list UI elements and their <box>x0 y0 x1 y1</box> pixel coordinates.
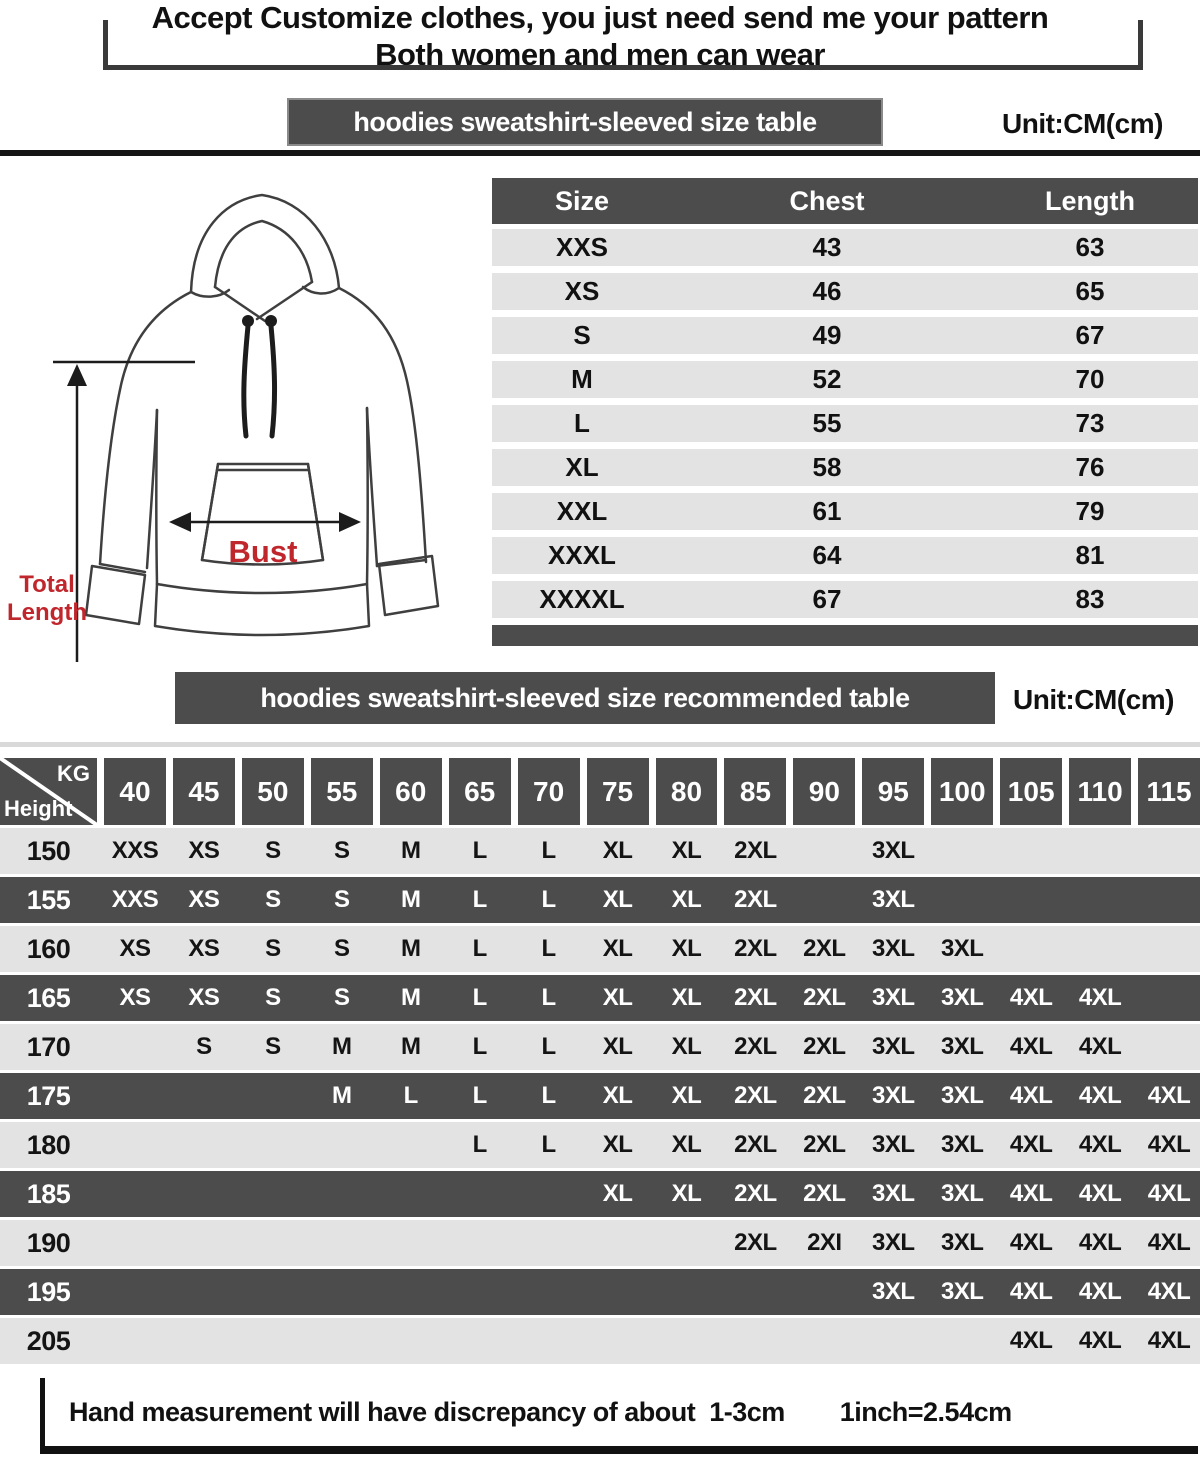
footer-note-box <box>40 1378 1198 1454</box>
matrix-height-cell: 160 <box>26 933 71 964</box>
size-table-cell: 83 <box>1075 584 1105 614</box>
matrix-size-cell: 4XL <box>1147 1327 1191 1354</box>
matrix-size-cell: 4XL <box>1147 1278 1191 1305</box>
matrix-weight-header: 65 <box>449 758 511 825</box>
matrix-size-cell: M <box>332 1082 352 1109</box>
matrix-size-cell: S <box>196 1033 212 1060</box>
matrix-size-cell: S <box>334 984 350 1011</box>
size-table-cell: XXXXL <box>539 584 625 614</box>
matrix-size-cell: XS <box>188 935 220 962</box>
matrix-weight-header: 45 <box>173 758 235 825</box>
size-table-row <box>492 581 1198 618</box>
matrix-size-cell: 3XL <box>872 837 915 864</box>
matrix-size-cell: XL <box>602 886 633 913</box>
matrix-size-cell: 3XL <box>872 1033 915 1060</box>
recommended-table-unit-label: Unit:CM(cm) <box>1013 684 1174 715</box>
matrix-height-cell: 180 <box>26 1129 71 1160</box>
matrix-size-cell: 4XL <box>1147 1180 1191 1207</box>
matrix-weight-header: 115 <box>1138 758 1200 825</box>
hoodie-measurement-diagram <box>5 168 487 662</box>
matrix-size-cell: M <box>400 1033 421 1060</box>
matrix-size-cell: 4XL <box>1009 1033 1053 1060</box>
matrix-size-cell: L <box>472 1033 487 1060</box>
size-table-cell: 61 <box>812 496 842 526</box>
size-table-cell: 63 <box>1075 232 1105 262</box>
matrix-height-cell: 185 <box>26 1178 71 1209</box>
size-table-header <box>492 178 1198 224</box>
matrix-size-cell: 3XL <box>872 1180 915 1207</box>
matrix-size-cell: 4XL <box>1009 1327 1053 1354</box>
matrix-size-cell: M <box>400 837 421 864</box>
matrix-size-cell: 2XL <box>734 1033 777 1060</box>
matrix-size-cell: 3XL <box>872 1229 915 1256</box>
matrix-size-cell: 2XL <box>803 1082 846 1109</box>
size-table-cell: 79 <box>1075 496 1105 526</box>
matrix-size-cell: L <box>541 1131 556 1158</box>
matrix-size-cell: 2XL <box>803 1180 846 1207</box>
matrix-size-cell: 4XL <box>1078 984 1122 1011</box>
matrix-row <box>0 877 1200 923</box>
size-table-footer-bar <box>492 625 1198 646</box>
size-table-row <box>492 229 1198 266</box>
chest-col-header: Chest <box>789 185 865 216</box>
matrix-weight-header: 85 <box>724 758 786 825</box>
matrix-size-cell: 2XL <box>734 1180 777 1207</box>
divider-rule-light <box>0 742 1200 747</box>
matrix-weight-header: 75 <box>587 758 649 825</box>
inch-conversion-note: 1inch=2.54cm <box>839 1396 1012 1427</box>
matrix-size-cell: 3XL <box>940 935 984 962</box>
matrix-size-cell: L <box>472 837 487 864</box>
size-table-cell: 46 <box>812 276 842 306</box>
matrix-size-cell: 4XL <box>1147 1131 1191 1158</box>
size-table-unit-label: Unit:CM(cm) <box>1002 108 1163 139</box>
matrix-size-cell: XS <box>119 984 151 1011</box>
matrix-weight-header: 105 <box>1000 758 1062 825</box>
matrix-row <box>0 1171 1200 1217</box>
matrix-size-cell: L <box>541 1033 556 1060</box>
matrix-size-cell: 2XL <box>734 1229 777 1256</box>
matrix-corner-cell <box>0 758 97 825</box>
matrix-size-cell: XS <box>119 935 151 962</box>
matrix-weight-header: 90 <box>793 758 855 825</box>
total-length-label-line2: Length <box>7 599 87 626</box>
size-table-cell: L <box>574 408 590 438</box>
matrix-row <box>0 1024 1200 1070</box>
size-table-cell: 52 <box>812 364 842 394</box>
matrix-size-cell: XL <box>671 1082 702 1109</box>
matrix-row <box>0 1220 1200 1266</box>
matrix-size-cell: XL <box>671 1033 702 1060</box>
size-table-cell: XS <box>564 276 600 306</box>
size-table-cell: 70 <box>1075 364 1105 394</box>
matrix-size-cell: L <box>403 1082 418 1109</box>
matrix-size-cell: 3XL <box>940 984 984 1011</box>
matrix-size-cell: 4XL <box>1009 1180 1053 1207</box>
matrix-size-cell: 4XL <box>1078 1180 1122 1207</box>
matrix-size-cell: XL <box>602 1033 633 1060</box>
matrix-size-cell: XL <box>602 837 633 864</box>
matrix-row <box>0 828 1200 874</box>
matrix-size-cell: L <box>541 984 556 1011</box>
matrix-size-cell: 3XL <box>940 1229 984 1256</box>
matrix-size-cell: 2XI <box>807 1229 842 1256</box>
size-table-cell: 81 <box>1075 540 1105 570</box>
size-table-cell: XXS <box>555 232 609 262</box>
matrix-weight-header: 100 <box>931 758 993 825</box>
matrix-size-cell: 3XL <box>872 1131 915 1158</box>
size-table-row <box>492 449 1198 486</box>
matrix-size-cell: XL <box>671 935 702 962</box>
matrix-height-cell: 150 <box>26 835 71 866</box>
size-table-row <box>492 405 1198 442</box>
matrix-row <box>0 975 1200 1021</box>
matrix-size-cell: L <box>541 935 556 962</box>
matrix-size-cell: 2XL <box>734 886 777 913</box>
matrix-weight-header: 40 <box>104 758 166 825</box>
matrix-size-cell: 3XL <box>940 1131 984 1158</box>
matrix-weight-header: 70 <box>518 758 580 825</box>
matrix-height-cell: 165 <box>26 982 71 1013</box>
matrix-size-cell: S <box>265 935 281 962</box>
matrix-size-cell: L <box>541 886 556 913</box>
size-table-cell: 73 <box>1075 408 1105 438</box>
matrix-row <box>0 1122 1200 1168</box>
matrix-size-cell: 2XL <box>734 935 777 962</box>
matrix-size-cell: L <box>472 1131 487 1158</box>
matrix-size-cell: L <box>541 837 556 864</box>
matrix-size-cell: XL <box>671 837 702 864</box>
matrix-size-cell: XL <box>602 984 633 1011</box>
matrix-size-cell: S <box>334 886 350 913</box>
matrix-size-cell: 4XL <box>1009 1131 1053 1158</box>
matrix-size-cell: 3XL <box>872 1278 915 1305</box>
matrix-weight-header: 80 <box>656 758 718 825</box>
matrix-size-cell: 3XL <box>940 1278 984 1305</box>
matrix-size-cell: 4XL <box>1147 1229 1191 1256</box>
size-table-cell: XL <box>565 452 599 482</box>
matrix-size-cell: 2XL <box>803 1033 846 1060</box>
size-table-cell: S <box>573 320 591 350</box>
matrix-size-cell: XXS <box>111 886 159 913</box>
matrix-row <box>0 1073 1200 1119</box>
matrix-weight-header: 50 <box>242 758 304 825</box>
total-length-label-line1: Total <box>19 571 75 598</box>
matrix-height-cell: 190 <box>26 1227 71 1258</box>
matrix-size-cell: 3XL <box>872 984 915 1011</box>
size-table-row <box>492 317 1198 354</box>
matrix-size-cell: XS <box>188 837 220 864</box>
matrix-size-cell: 4XL <box>1009 1278 1053 1305</box>
matrix-row <box>0 1318 1200 1364</box>
matrix-size-cell: L <box>472 984 487 1011</box>
matrix-size-cell: 4XL <box>1078 1229 1122 1256</box>
size-table-cell: 67 <box>812 584 842 614</box>
size-table-cell: 65 <box>1075 276 1105 306</box>
matrix-size-cell: S <box>334 837 350 864</box>
matrix-row <box>0 1269 1200 1315</box>
matrix-size-cell: 4XL <box>1078 1327 1122 1354</box>
matrix-height-cell: 205 <box>26 1325 71 1356</box>
size-table-cell: XXL <box>556 496 608 526</box>
matrix-size-cell: XXS <box>111 837 159 864</box>
matrix-size-cell: 2XL <box>803 984 846 1011</box>
matrix-size-cell: S <box>265 984 281 1011</box>
matrix-size-cell: 2XL <box>803 935 846 962</box>
matrix-size-cell: L <box>472 1082 487 1109</box>
size-table-cell: M <box>571 364 593 394</box>
matrix-size-cell: M <box>400 886 421 913</box>
matrix-size-cell: S <box>265 1033 281 1060</box>
size-table-cell: 64 <box>812 540 842 570</box>
matrix-size-cell: 4XL <box>1147 1082 1191 1109</box>
matrix-size-cell: XS <box>188 886 220 913</box>
matrix-height-cell: 175 <box>26 1080 71 1111</box>
customize-note-bracket <box>103 20 1143 70</box>
matrix-size-cell: XL <box>671 886 702 913</box>
matrix-size-cell: L <box>472 935 487 962</box>
customize-note-line2: Both women and men can wear <box>375 37 825 72</box>
size-table-row <box>492 537 1198 574</box>
matrix-size-cell: 4XL <box>1078 1033 1122 1060</box>
matrix-size-cell: 4XL <box>1078 1082 1122 1109</box>
size-table-row <box>492 361 1198 398</box>
matrix-size-cell: 4XL <box>1009 1082 1053 1109</box>
size-table-rows <box>492 229 1198 618</box>
size-table-banner: hoodies sweatshirt-sleeved size table <box>287 98 883 146</box>
matrix-size-cell: 3XL <box>872 935 915 962</box>
matrix-size-cell: 2XL <box>734 1131 777 1158</box>
matrix-size-cell: XL <box>671 1180 702 1207</box>
measurement-discrepancy-note: Hand measurement will have discrepancy of about 1-3cm <box>69 1396 785 1427</box>
matrix-size-cell: 2XL <box>734 1082 777 1109</box>
divider-rule <box>0 150 1200 156</box>
matrix-header-row <box>0 758 1200 825</box>
matrix-row <box>0 926 1200 972</box>
bust-label: Bust <box>228 534 298 569</box>
matrix-size-cell: 2XL <box>803 1131 846 1158</box>
matrix-size-cell: S <box>265 837 281 864</box>
matrix-size-cell: 3XL <box>872 886 915 913</box>
matrix-size-cell: XL <box>671 1131 702 1158</box>
size-table <box>492 178 1198 646</box>
matrix-weight-header: 110 <box>1069 758 1131 825</box>
matrix-size-cell: 3XL <box>940 1033 984 1060</box>
matrix-size-cell: L <box>541 1082 556 1109</box>
size-table-cell: XXXL <box>548 540 616 570</box>
matrix-size-cell: XL <box>671 984 702 1011</box>
matrix-size-cell: 2XL <box>734 984 777 1011</box>
matrix-weight-header: 55 <box>311 758 373 825</box>
matrix-size-cell: S <box>265 886 281 913</box>
matrix-size-cell: M <box>400 984 421 1011</box>
matrix-size-cell: XL <box>602 1131 633 1158</box>
recommended-table-banner: hoodies sweatshirt-sleeved size recommended table <box>175 672 995 724</box>
size-col-header: Size <box>554 185 610 216</box>
matrix-weight-header: 60 <box>380 758 442 825</box>
corner-kg-label: KG <box>57 761 90 786</box>
matrix-body <box>0 828 1200 1364</box>
size-table-row <box>492 493 1198 530</box>
matrix-size-cell: XS <box>188 984 220 1011</box>
matrix-weight-header: 95 <box>862 758 924 825</box>
matrix-size-cell: 2XL <box>734 837 777 864</box>
size-table-row <box>492 273 1198 310</box>
matrix-size-cell: M <box>332 1033 352 1060</box>
hoodie-line-drawing <box>5 168 487 662</box>
matrix-size-cell: L <box>472 886 487 913</box>
recommended-size-matrix <box>0 758 1200 1364</box>
matrix-size-cell: 4XL <box>1009 1229 1053 1256</box>
size-table-cell: 49 <box>812 320 842 350</box>
size-table-cell: 58 <box>812 452 842 482</box>
matrix-size-cell: S <box>334 935 350 962</box>
size-table-cell: 55 <box>812 408 842 438</box>
customize-note-line1: Accept Customize clothes, you just need send me your pattern <box>151 0 1049 35</box>
corner-height-label: Height <box>4 796 73 821</box>
size-table-cell: 43 <box>812 232 842 262</box>
matrix-size-cell: 4XL <box>1078 1131 1122 1158</box>
matrix-size-cell: M <box>400 935 421 962</box>
matrix-size-cell: XL <box>602 1180 633 1207</box>
size-table-cell: 67 <box>1075 320 1105 350</box>
matrix-height-cell: 155 <box>26 884 71 915</box>
matrix-size-cell: 3XL <box>872 1082 915 1109</box>
matrix-size-cell: 3XL <box>940 1082 984 1109</box>
matrix-height-cell: 195 <box>26 1276 71 1307</box>
matrix-size-cell: 4XL <box>1078 1278 1122 1305</box>
matrix-size-cell: XL <box>602 1082 633 1109</box>
matrix-size-cell: 3XL <box>940 1180 984 1207</box>
length-col-header: Length <box>1045 185 1135 216</box>
size-table-cell: 76 <box>1075 452 1105 482</box>
matrix-height-cell: 170 <box>26 1031 71 1062</box>
matrix-size-cell: 4XL <box>1009 984 1053 1011</box>
matrix-size-cell: XL <box>602 935 633 962</box>
